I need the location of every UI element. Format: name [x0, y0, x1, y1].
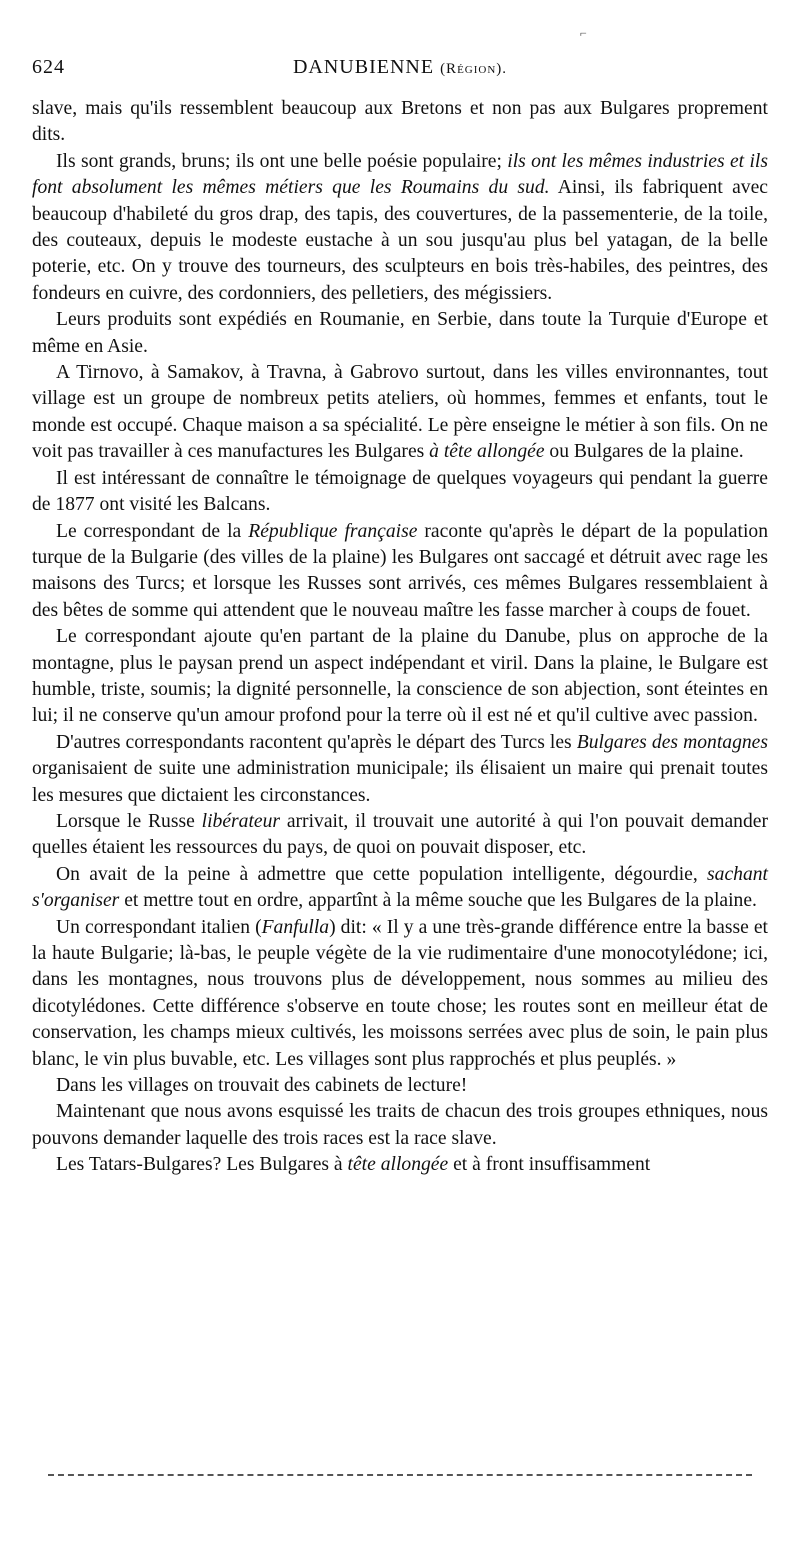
text-run: arrivait, il trouvait une autorité à qui l'on pouvait demander quelles étaient les ressources du pays, de quoi on pouvait disposer, etc. [32, 810, 768, 859]
italic-text: sachant s'organiser [32, 863, 768, 912]
italic-text: ils ont les mêmes industries et ils font absolument les mêmes métiers que les Roumains du sud. [32, 150, 768, 199]
paragraph [32, 466, 768, 519]
text-run: Le correspondant ajoute qu'en partant de la plaine du Danube, plus on approche de la montagne, plus le paysan prend un aspect indépendant et viril. Dans la plaine, le Bulgare est humble, triste, soumis; la dignité personnelle, la conscience de son abjection, sont éteintes en lui; il ne conserve qu'un amour profond pour la terre où il est né et qu'il cultive avec passion. [32, 626, 768, 727]
paragraph [32, 96, 768, 149]
text-run: Ils sont grands, bruns; ils ont une belle poésie populaire; [56, 150, 508, 172]
paragraph [32, 624, 768, 730]
text-run: Leurs produits sont expédiés en Roumanie, en Serbie, dans toute la Turquie d'Europe et même en Asie. [32, 309, 768, 357]
text-run: Le correspondant de la [56, 520, 249, 542]
running-title [32, 56, 768, 79]
italic-text: République française [248, 520, 418, 542]
italic-text: Fanfulla [261, 916, 330, 938]
italic-text: à tête allongée [429, 441, 545, 463]
text-run: Dans les villages on trouvait des cabinets de lecture! [56, 1075, 468, 1097]
text-run: slave, mais qu'ils ressemblent beaucoup aux Bretons et non pas aux Bulgares proprement dits. [32, 98, 768, 146]
paragraph [32, 519, 768, 625]
text-run: Ainsi, ils fabriquent avec beaucoup d'habileté du gros drap, des tapis, des couvertures, de la passementerie, de la toile, des couteaux, depuis le modeste eustache à un sou jusqu'au plus bel yatagan, de la belle poterie, etc. On y trouve des tourneurs, des sculpteurs en bois très-habiles, des peintres, des fondeurs en cuivre, des cordonniers, des pelletiers, des mégissiers. [32, 177, 768, 304]
text-run: organisaient de suite une administration municipale; ils élisaient un maire qui prenait toutes les mesures que dictaient les circonstances. [32, 758, 768, 806]
header-title: DANUBIENNE [292, 56, 435, 78]
bottom-rule [48, 1474, 752, 1476]
page-body [32, 96, 768, 1179]
paragraph [32, 1073, 768, 1099]
text-run: Lorsque le Russe [56, 810, 202, 832]
text-run: Il est intéressant de connaître le témoignage de quelques voyageurs qui pendant la guerre de 1877 ont visité les Balcans. [32, 467, 768, 516]
paragraph [32, 809, 768, 862]
paragraph [32, 1152, 768, 1178]
text-run: et mettre tout en ordre, appartînt à la même souche que les Bulgares de la plaine. [119, 890, 757, 912]
text-run: raconte qu'après le départ de la population turque de la Bulgarie (des villes de la plaine) les Bulgares ont saccagé et détruit avec rage les maisons des Turcs; et lorsque les Russes sont arrivés, ces mêmes Bulgares ressemblaient à des bêtes de somme qui attendent que le nouveau maître les fasse marcher à coups de fouet. [32, 520, 768, 621]
running-header [32, 56, 768, 86]
text-run: On avait de la peine à admettre que cette population intelligente, dégourdie, [56, 863, 708, 885]
text-run: ou Bulgares de la plaine. [544, 441, 744, 463]
italic-text: Bulgares des montagnes [576, 731, 768, 753]
text-run: A Tirnovo, à Samakov, à Travna, à Gabrovo surtout, dans les villes environnantes, tout village est un groupe de nombreux petits ateliers, où hommes, femmes et enfants, tout le monde est occupé. Chaque maison a sa spécialité. Le père enseigne le métier à son fils. On ne voit pas travailler à ces manufactures les Bulgares [32, 362, 768, 463]
paragraph [32, 1099, 768, 1152]
stray-mark: ⌐ [580, 26, 587, 40]
text-run: Maintenant que nous avons esquissé les traits de chacun des trois groupes ethniques, nous pouvons demander laquelle des trois races est la race slave. [32, 1101, 768, 1149]
italic-text: tête allongée [347, 1154, 449, 1176]
italic-text: libérateur [201, 810, 281, 832]
text-run: Un correspondant italien ( [56, 916, 262, 938]
paragraph [32, 360, 768, 466]
paragraph [32, 915, 768, 1073]
text-run: ) dit: « Il y a une très-grande différence entre la basse et la haute Bulgarie; là-bas, le peuple végète de la vie rudimentaire d'une monocotylédone; ici, dans les montagnes, nous trouvons plus de développement, nous sommes au milieu des dicotylédones. Cette différence s'observe en toute chose; les routes sont en meilleur état de conservation, les champs mieux cultivés, les moissons serrées avec plus de soin, le pain plus blanc, le vin plus buvable, etc. Les villages sont plus rapprochés et plus peuplés. » [32, 916, 768, 1070]
paragraph [32, 730, 768, 809]
text-run: et à front insuffisamment [448, 1154, 651, 1176]
paragraph [32, 862, 768, 915]
header-subtitle: (Région). [440, 61, 508, 77]
text-run: Les Tatars-Bulgares? Les Bulgares à [56, 1154, 348, 1176]
page-number: 624 [32, 56, 65, 78]
text-run: D'autres correspondants racontent qu'après le départ des Turcs les [56, 731, 577, 753]
paragraph [32, 307, 768, 360]
paragraph [32, 149, 768, 307]
